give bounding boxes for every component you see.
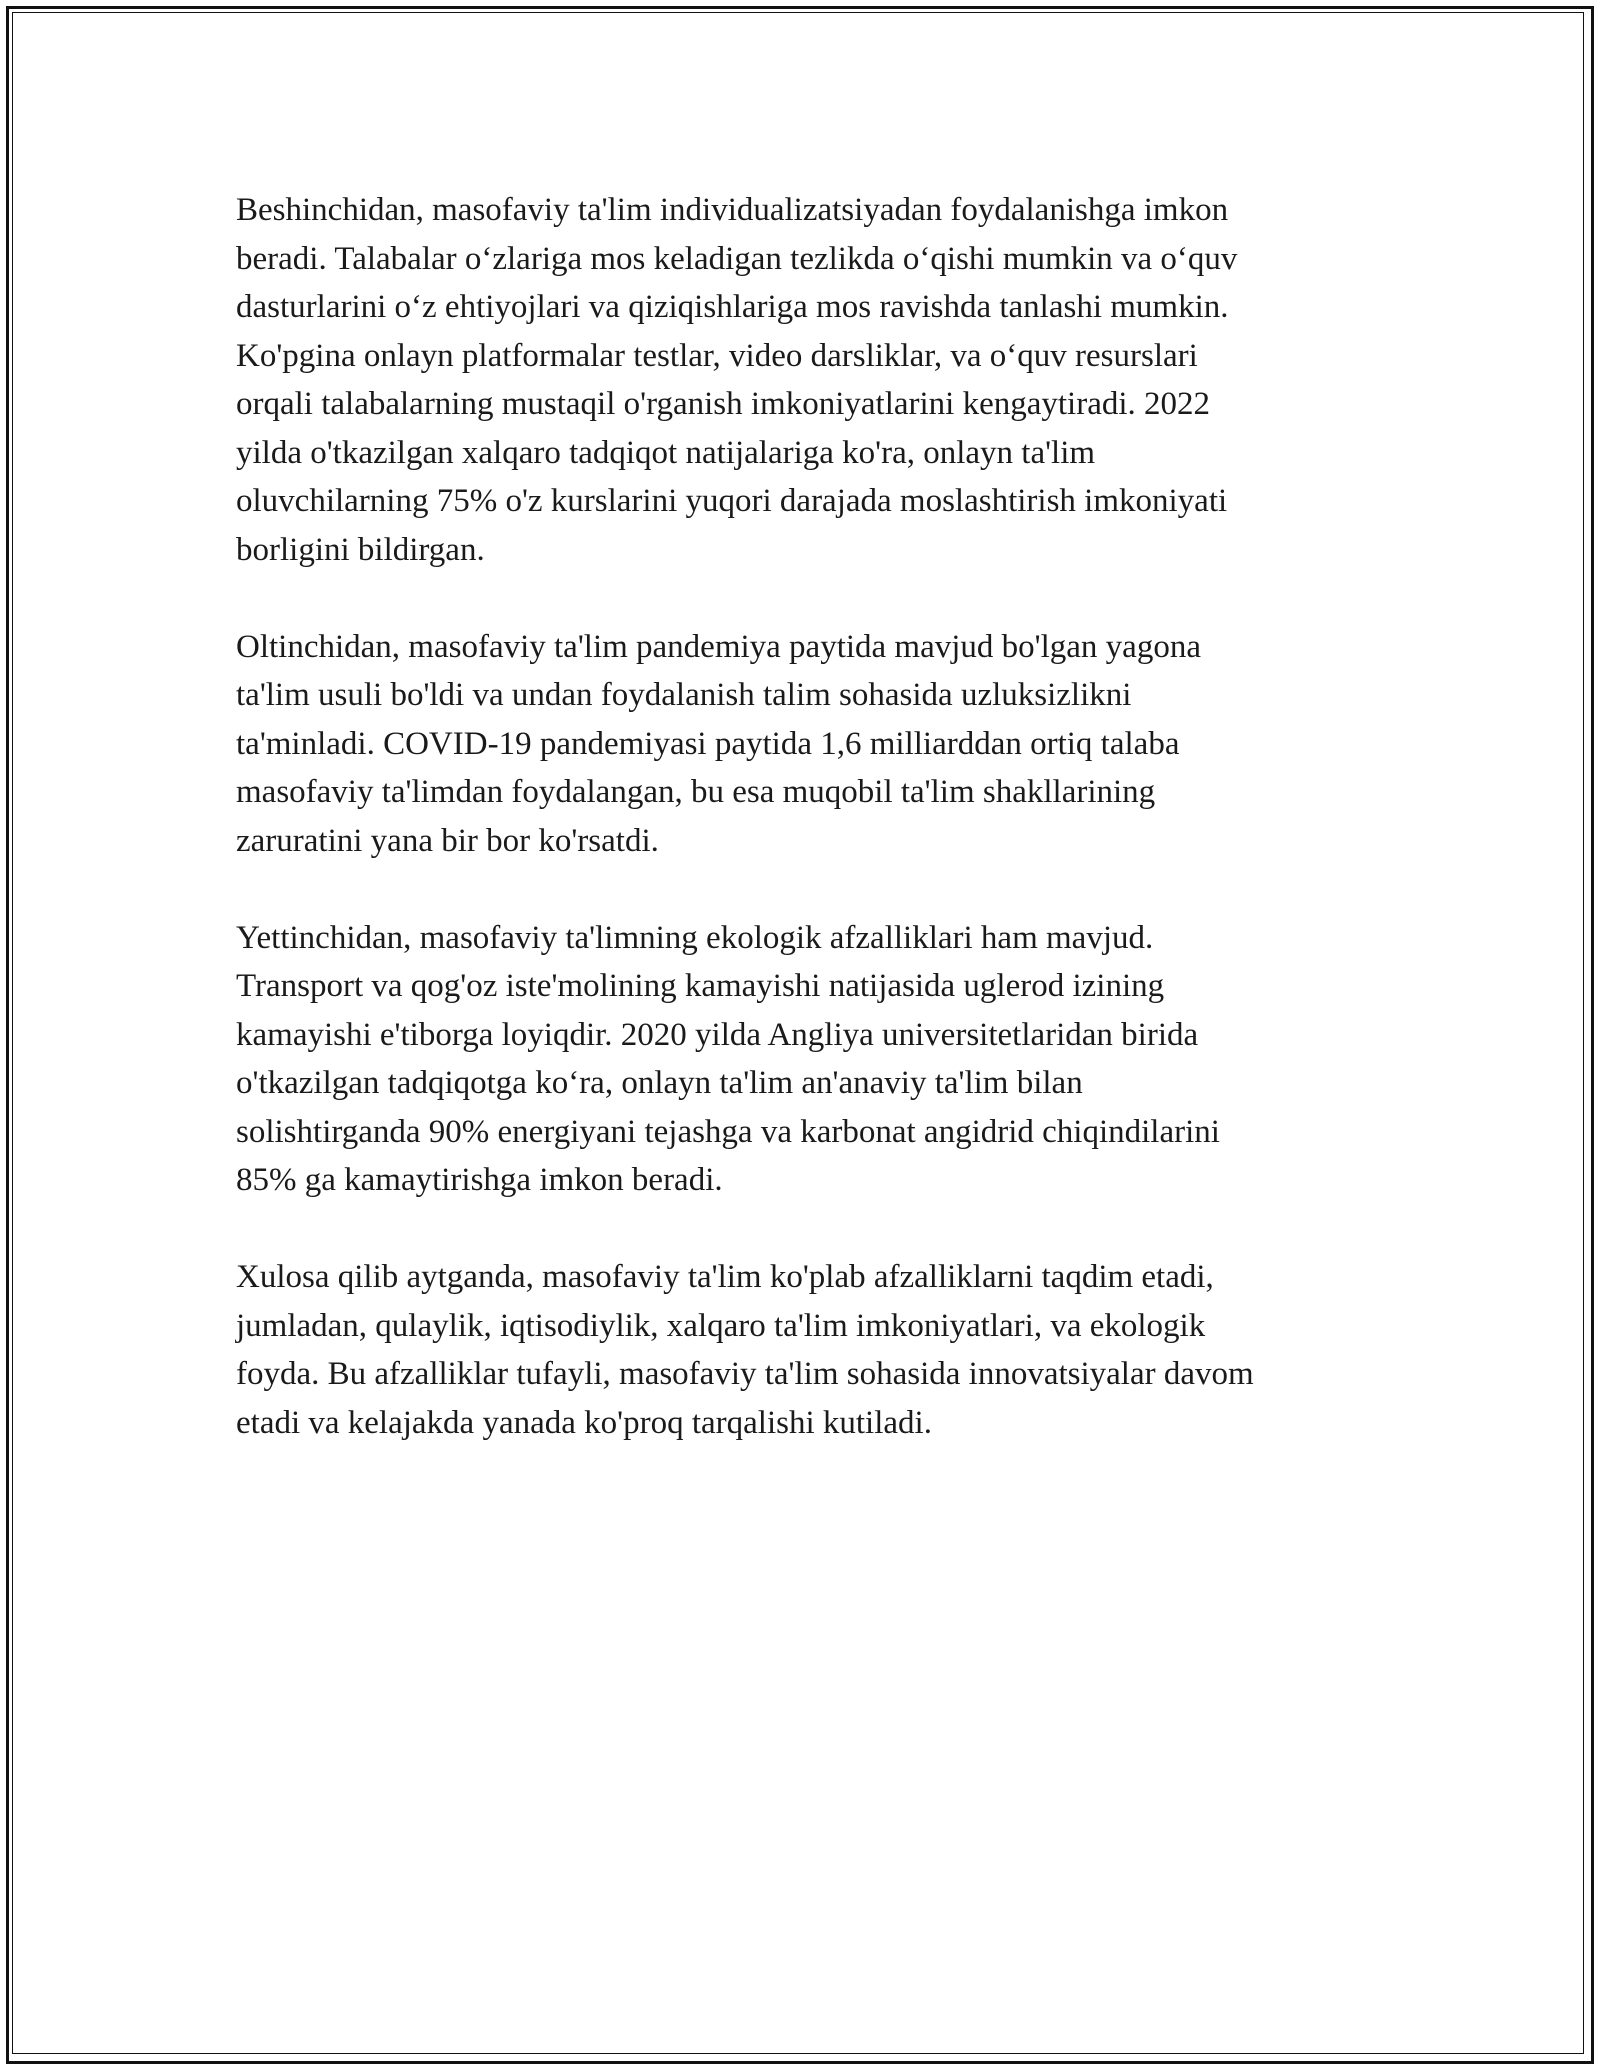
text-line: beradi. Talabalar o‘zlariga mos keladigan tezlikda o‘qishi mumkin va o‘quv [236, 240, 1238, 277]
text-line: Yettinchidan, masofaviy ta'limning ekologik afzalliklari ham mavjud. [236, 919, 1154, 956]
paragraph-sixth-point [236, 623, 1386, 866]
text-line: Transport va qog'oz iste'molining kamayishi natijasida uglerod izining [236, 968, 1165, 1004]
document-body [236, 186, 1386, 1496]
text-line: Ko'pgina onlayn platformalar testlar, video darsliklar, va o‘quv resurslari [236, 337, 1198, 374]
text-line: solishtirganda 90% energiyani tejashga va karbonat angidrid chiqindilarini [236, 1113, 1220, 1150]
text-line: ta'minladi. COVID-19 pandemiyasi paytida 1,6 milliarddan ortiq talaba [236, 725, 1180, 762]
paragraph-fifth-point [236, 186, 1386, 574]
text-line: Xulosa qilib aytganda, masofaviy ta'lim ko'plab afzalliklarni taqdim etadi, [236, 1259, 1214, 1295]
text-line: Oltinchidan, masofaviy ta'lim pandemiya paytida mavjud bo'lgan yagona [236, 628, 1201, 665]
paragraph-conclusion [236, 1253, 1386, 1447]
text-line: 85% ga kamaytirishga imkon beradi. [236, 1162, 723, 1198]
text-line: Beshinchidan, masofaviy ta'lim individualizatsiyadan foydalanishga imkon [236, 192, 1229, 228]
text-line: oluvchilarning 75% o'z kurslarini yuqori darajada moslashtirish imkoniyati [236, 483, 1228, 519]
text-line: borligini bildirgan. [236, 531, 485, 568]
text-line: orqali talabalarning mustaqil o'rganish imkoniyatlarini kengaytiradi. 2022 [236, 386, 1211, 422]
text-line: masofaviy ta'limdan foydalangan, bu esa muqobil ta'lim shakllarining [236, 774, 1156, 810]
text-line: zaruratini yana bir bor ko'rsatdi. [236, 822, 659, 859]
text-line: yilda o'tkazilgan xalqaro tadqiqot natijalariga ko'ra, onlayn ta'lim [236, 434, 1096, 471]
text-line: foyda. Bu afzalliklar tufayli, masofaviy ta'lim sohasida innovatsiyalar davom [236, 1356, 1254, 1392]
text-line: kamayishi e'tiborga loyiqdir. 2020 yilda Angliya universitetlaridan birida [236, 1016, 1199, 1053]
text-line: dasturlarini o‘z ehtiyojlari va qiziqishlariga mos ravishda tanlashi mumkin. [236, 289, 1229, 325]
text-line: etadi va kelajakda yanada ko'proq tarqalishi kutiladi. [236, 1404, 932, 1441]
text-line: ta'lim usuli bo'ldi va undan foydalanish talim sohasida uzluksizlikni [236, 677, 1132, 713]
text-line: o'tkazilgan tadqiqotga ko‘ra, onlayn ta'lim an'anaviy ta'lim bilan [236, 1065, 1083, 1101]
text-line: jumladan, qulaylik, iqtisodiylik, xalqaro ta'lim imkoniyatlari, va ekologik [236, 1307, 1206, 1344]
paragraph-seventh-point [236, 914, 1386, 1205]
